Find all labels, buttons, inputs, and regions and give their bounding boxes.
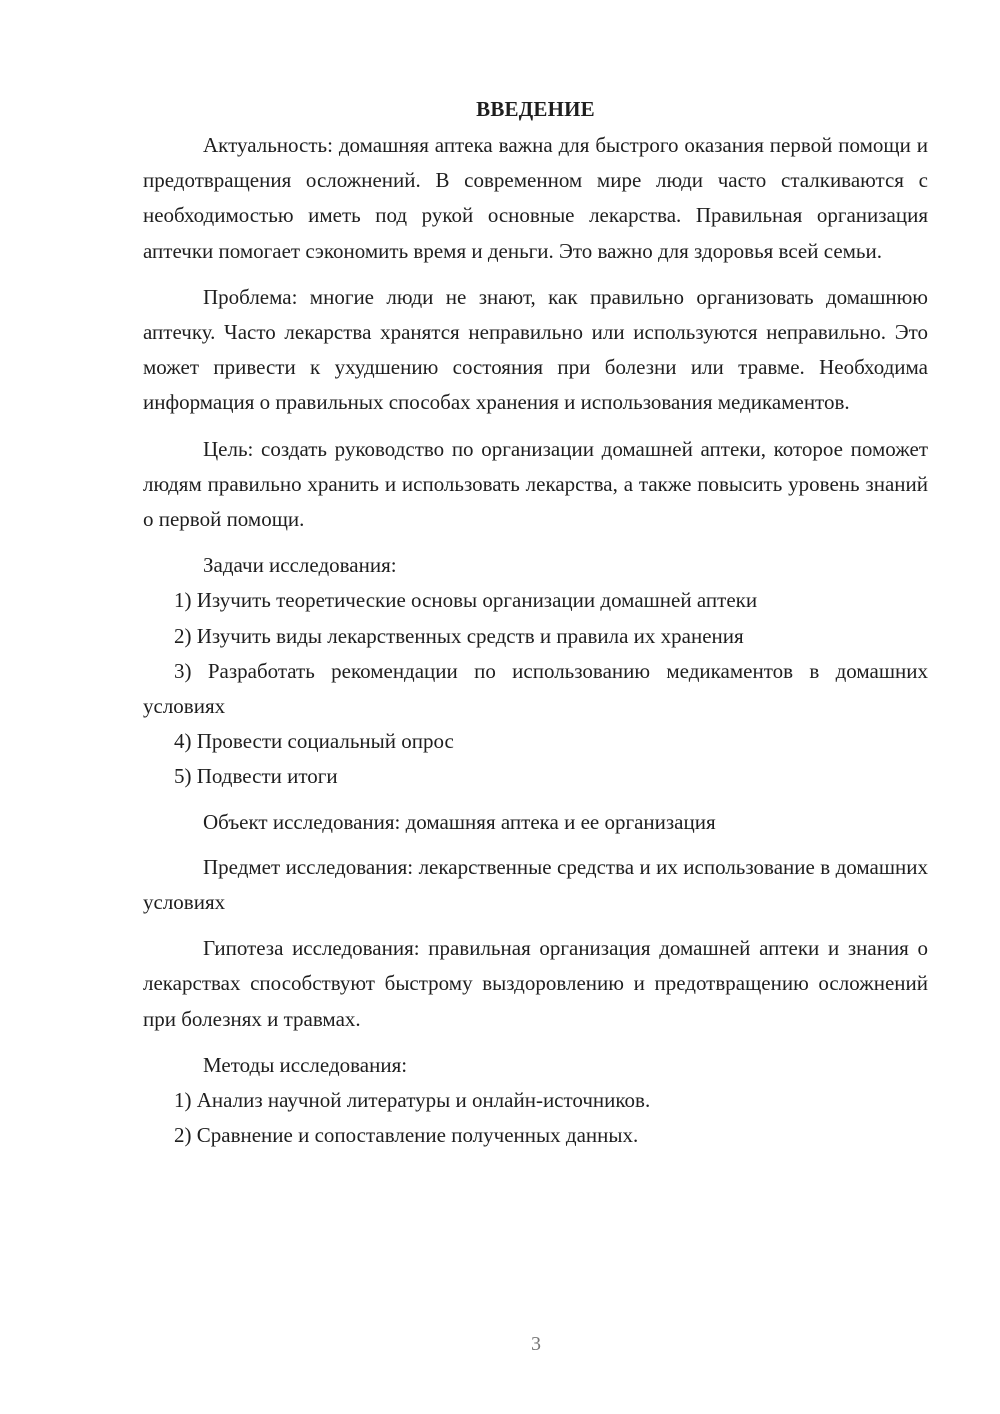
object-paragraph: Объект исследования: домашняя аптека и ее организация	[203, 809, 716, 834]
document-page	[143, 92, 928, 1153]
task-item: 4) Провести социальный опрос	[174, 729, 454, 754]
goal-paragraph: Цель: создать руководство по организации домашней аптеки, которое поможет людям правильно хранить и использовать лекарства, а также повысить уровень знаний о первой помощи.	[143, 436, 928, 532]
tasks-heading: Задачи исследования:	[203, 553, 397, 578]
page-title: ВВЕДЕНИЕ	[476, 97, 595, 121]
relevance-paragraph: Актуальность: домашняя аптека важна для быстрого оказания первой помощи и предотвращения осложнений. В современном мире люди часто сталкиваются с необходимостью иметь под рукой основные лекарства. Правильная организация аптечки помогает сэкономить время и деньги. Это важно для здоровья всей семьи.	[143, 133, 928, 263]
hypothesis-paragraph: Гипотеза исследования: правильная организация домашней аптеки и знания о лекарствах способствуют быстрому выздоровлению и предотвращению осложнений при болезнях и травмах.	[143, 936, 928, 1031]
task-item: 1) Изучить теоретические основы организации домашней аптеки	[174, 588, 758, 613]
task-item: 5) Подвести итоги	[174, 764, 338, 789]
task-item: 2) Изучить виды лекарственных средств и правила их хранения	[174, 623, 744, 648]
problem-paragraph: Проблема: многие люди не знают, как правильно организовать домашнюю аптечку. Часто лекарства хранятся неправильно или используются неправильно. Это может привести к ухудшению состояния при болезни или травме. Необходима информация о правильных способах хранения и использования медикаментов.	[143, 284, 928, 415]
method-item: 1) Анализ научной литературы и онлайн-источников.	[174, 1088, 651, 1113]
page-number: 3	[531, 1333, 541, 1355]
subject-paragraph: Предмет исследования: лекарственные средства и их использование в домашних условиях	[143, 854, 928, 915]
methods-heading: Методы исследования:	[203, 1052, 408, 1077]
task-item: 3) Разработать рекомендации по использованию медикаментов в домашних условиях	[143, 658, 928, 719]
method-item: 2) Сравнение и сопоставление полученных данных.	[174, 1123, 639, 1148]
